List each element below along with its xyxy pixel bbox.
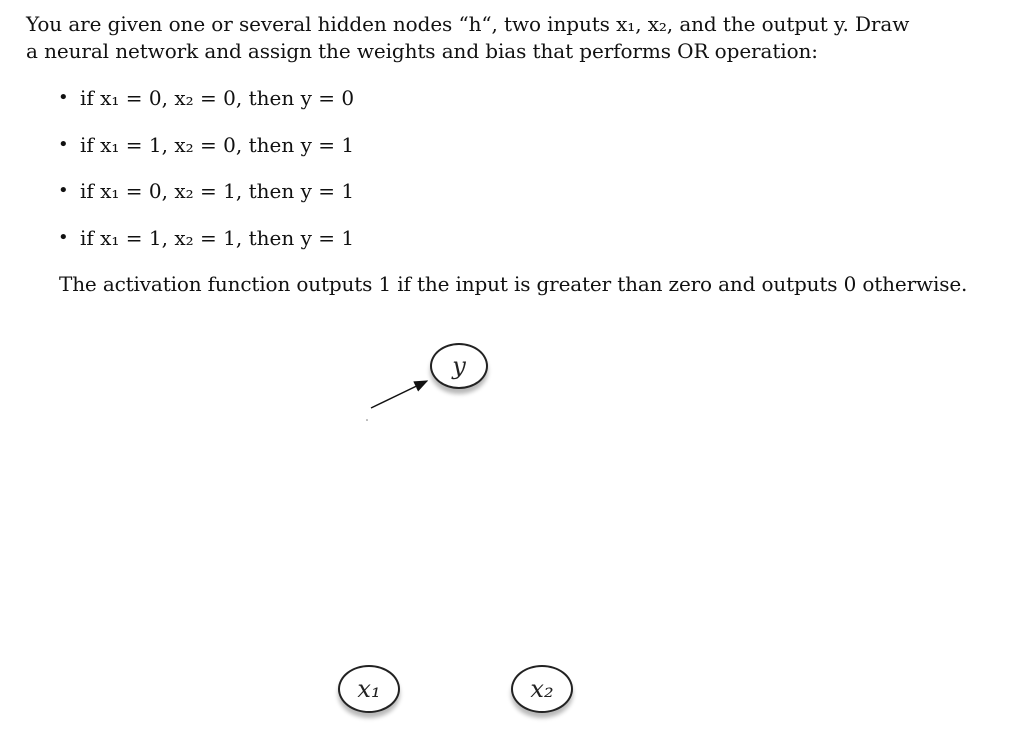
edge-start-dot — [366, 419, 368, 421]
activation-note: The activation function outputs 1 if the input is greater than zero and outputs 0 otherwise. — [59, 272, 968, 296]
incoming-edge-arrow — [371, 381, 427, 408]
condition-text-2: if x₁ = 1, x₂ = 0, then y = 1 — [80, 132, 355, 157]
condition-text-1: if x₁ = 0, x₂ = 0, then y = 0 — [80, 86, 355, 110]
problem-line-1: You are given one or several hidden nodes “h“, two inputs x₁, x₂, and the output y. Draw — [26, 12, 910, 36]
condition-item-2 — [58, 131, 354, 178]
bullet-icon: • — [58, 180, 69, 201]
problem-statement — [26, 11, 926, 65]
input-node-x1[interactable]: x₁ — [338, 665, 400, 713]
condition-text-4: if x₁ = 1, x₂ = 1, then y = 1 — [80, 225, 355, 250]
output-node-y[interactable]: y — [430, 343, 488, 389]
bullet-icon: • — [58, 87, 69, 108]
bullet-icon: • — [58, 226, 69, 248]
input-node-x2[interactable]: x₂ — [511, 665, 573, 713]
problem-line-2: a neural network and assign the weights and bias that performs OR operation: — [26, 39, 818, 63]
bullet-icon: • — [58, 133, 69, 155]
condition-list — [58, 84, 354, 270]
condition-item-4 — [58, 224, 354, 271]
condition-item-1 — [58, 84, 354, 131]
condition-item-3 — [58, 177, 354, 224]
condition-text-3: if x₁ = 0, x₂ = 1, then y = 1 — [80, 179, 355, 203]
